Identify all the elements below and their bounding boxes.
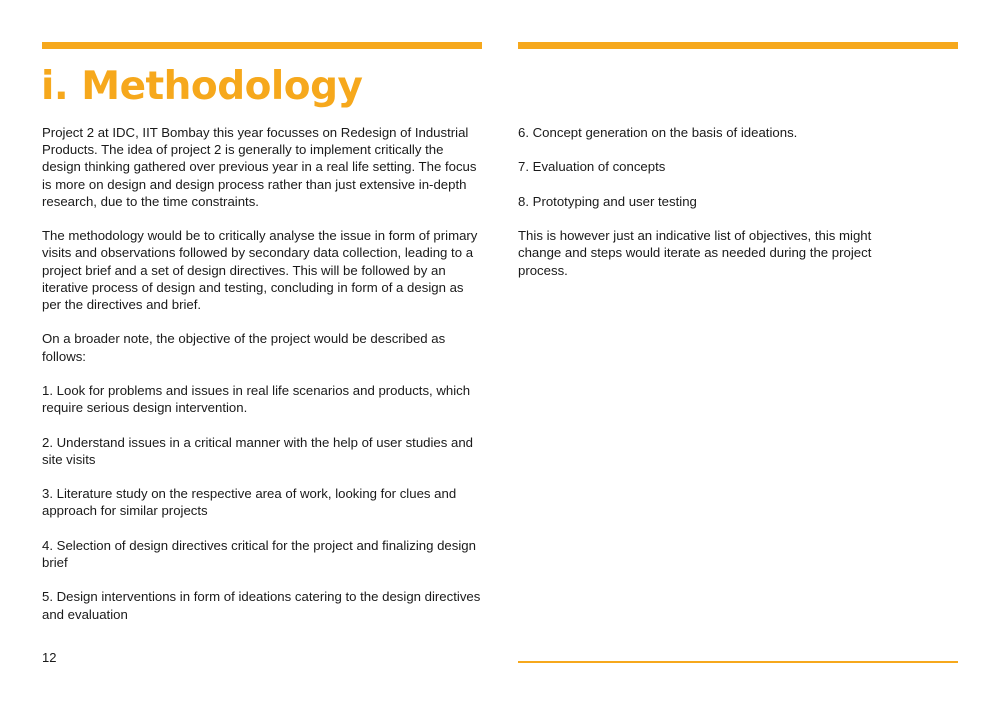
objectives-intro: On a broader note, the objective of the project would be described as follows: xyxy=(42,331,446,364)
top-rule-right xyxy=(518,42,958,49)
objective-item: 4. Selection of design directives critical for the project and finalizing design brief xyxy=(42,537,476,570)
closing-note: This is however just an indicative list of objectives, this might change and steps would iterate as needed during the project process. xyxy=(518,228,872,278)
methodology-paragraph: The methodology would be to critically analyse the issue in form of primary visits and observations followed by secondary data collection, leading to a project brief and a set of design directives. This will be followed by an iterative process of design and testing, concluding in form of a design as per the directives and brief. xyxy=(42,228,478,313)
intro-paragraph: Project 2 at IDC, IIT Bombay this year focusses on Redesign of Industrial Products. The idea of project 2 is generally to implement critically the design thinking gathered over previous year in a real life setting. The focus is more on design and design process rather than just extensive in-depth research, due to the time constraints. xyxy=(42,125,477,209)
objective-item: 2. Understand issues in a critical manner with the help of user studies and site visits xyxy=(42,434,474,467)
objective-item: 1. Look for problems and issues in real life scenarios and products, which require serious design intervention. xyxy=(42,383,471,416)
objective-item: 3. Literature study on the respective area of work, looking for clues and approach for similar projects xyxy=(42,486,457,519)
page-number: 12 xyxy=(42,650,57,665)
objective-item: 7. Evaluation of concepts xyxy=(518,159,666,175)
section-title: i. Methodology xyxy=(41,64,363,109)
right-text-column xyxy=(518,124,918,279)
bottom-rule xyxy=(518,661,958,663)
left-text-column xyxy=(42,124,484,640)
objective-item: 5. Design interventions in form of ideations catering to the design directives and evaluation xyxy=(42,589,481,622)
objective-item: 6. Concept generation on the basis of ideations. xyxy=(518,125,798,140)
objective-item: 8. Prototyping and user testing xyxy=(518,193,697,209)
top-rule-left xyxy=(42,42,482,49)
